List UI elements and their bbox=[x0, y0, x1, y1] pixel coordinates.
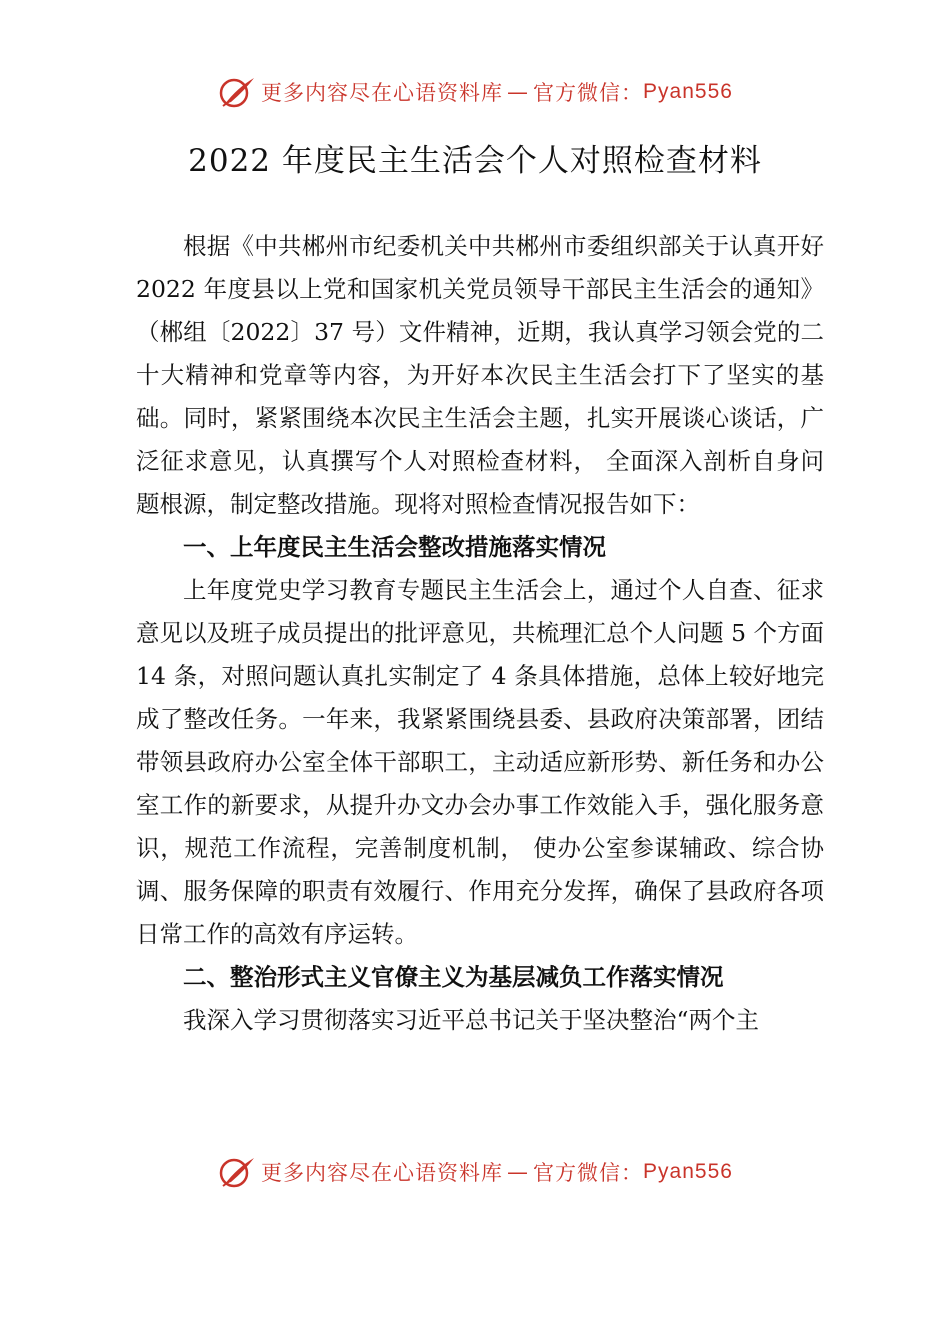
banner-separator: — bbox=[507, 80, 530, 104]
banner-wechat-label: 官方微信： bbox=[533, 81, 644, 105]
banner-wechat-id: Pyan556 bbox=[643, 1160, 733, 1183]
footer-watermark-banner bbox=[0, 1152, 950, 1192]
banner-separator: — bbox=[507, 1160, 530, 1184]
section2-paragraph: 我深入学习贯彻落实习近平总书记关于坚决整治“两个主 bbox=[183, 1006, 760, 1034]
intro-paragraph: 根据《中共郴州市纪委机关中共郴州市委组织部关于认真开好 2022 年度县以上党和国家机关党员领导干部民主生活会的通知》（郴组〔2022〕37 号）文件精神，近期，我认真学习领会党的二十大精神和党章等内容，为开好本次民主生活会打下了坚实的基础。同时，紧紧围绕本次民主生活会主题，扎实开展谈心谈话，广泛征求意见，认真撰写个人对照检查材料， 全面深入剖析自身问题根源，制定整改措施。现将对照检查情况报告如下： bbox=[136, 232, 824, 518]
quill-logo-icon bbox=[217, 74, 257, 110]
banner-wechat-label: 官方微信： bbox=[533, 1161, 644, 1185]
document-title: 2022 年度民主生活会个人对照检查材料 bbox=[188, 143, 762, 179]
banner-text: 更多内容尽在心语资料库 bbox=[261, 1161, 504, 1185]
section1-paragraph: 上年度党史学习教育专题民主生活会上，通过个人自查、征求意见以及班子成员提出的批评意见，共梳理汇总个人问题 5 个方面 14 条，对照问题认真扎实制定了 4 条具体措施，总体上较好地完成了整改任务。一年来，我紧紧围绕县委、县政府决策部署，团结带领县政府办公室全体干部职工，主动适应新形势、新任务和办公室工作的新要求，从提升办文办会办事工作效能入手，强化服务意识，规范工作流程，完善制度机制， 使办公室参谋辅政、综合协调、服务保障的职责有效履行、作用充分发挥，确保了县政府各项日常工作的高效有序运转。 bbox=[136, 576, 824, 948]
document-body bbox=[136, 225, 824, 1042]
section1-heading: 一、上年度民主生活会整改措施落实情况 bbox=[183, 533, 606, 561]
banner-text: 更多内容尽在心语资料库 bbox=[261, 81, 504, 105]
header-watermark-banner bbox=[0, 72, 950, 112]
section2-heading: 二、整治形式主义官僚主义为基层减负工作落实情况 bbox=[183, 963, 724, 991]
quill-logo-icon bbox=[217, 1154, 257, 1190]
banner-wechat-id: Pyan556 bbox=[643, 80, 733, 103]
